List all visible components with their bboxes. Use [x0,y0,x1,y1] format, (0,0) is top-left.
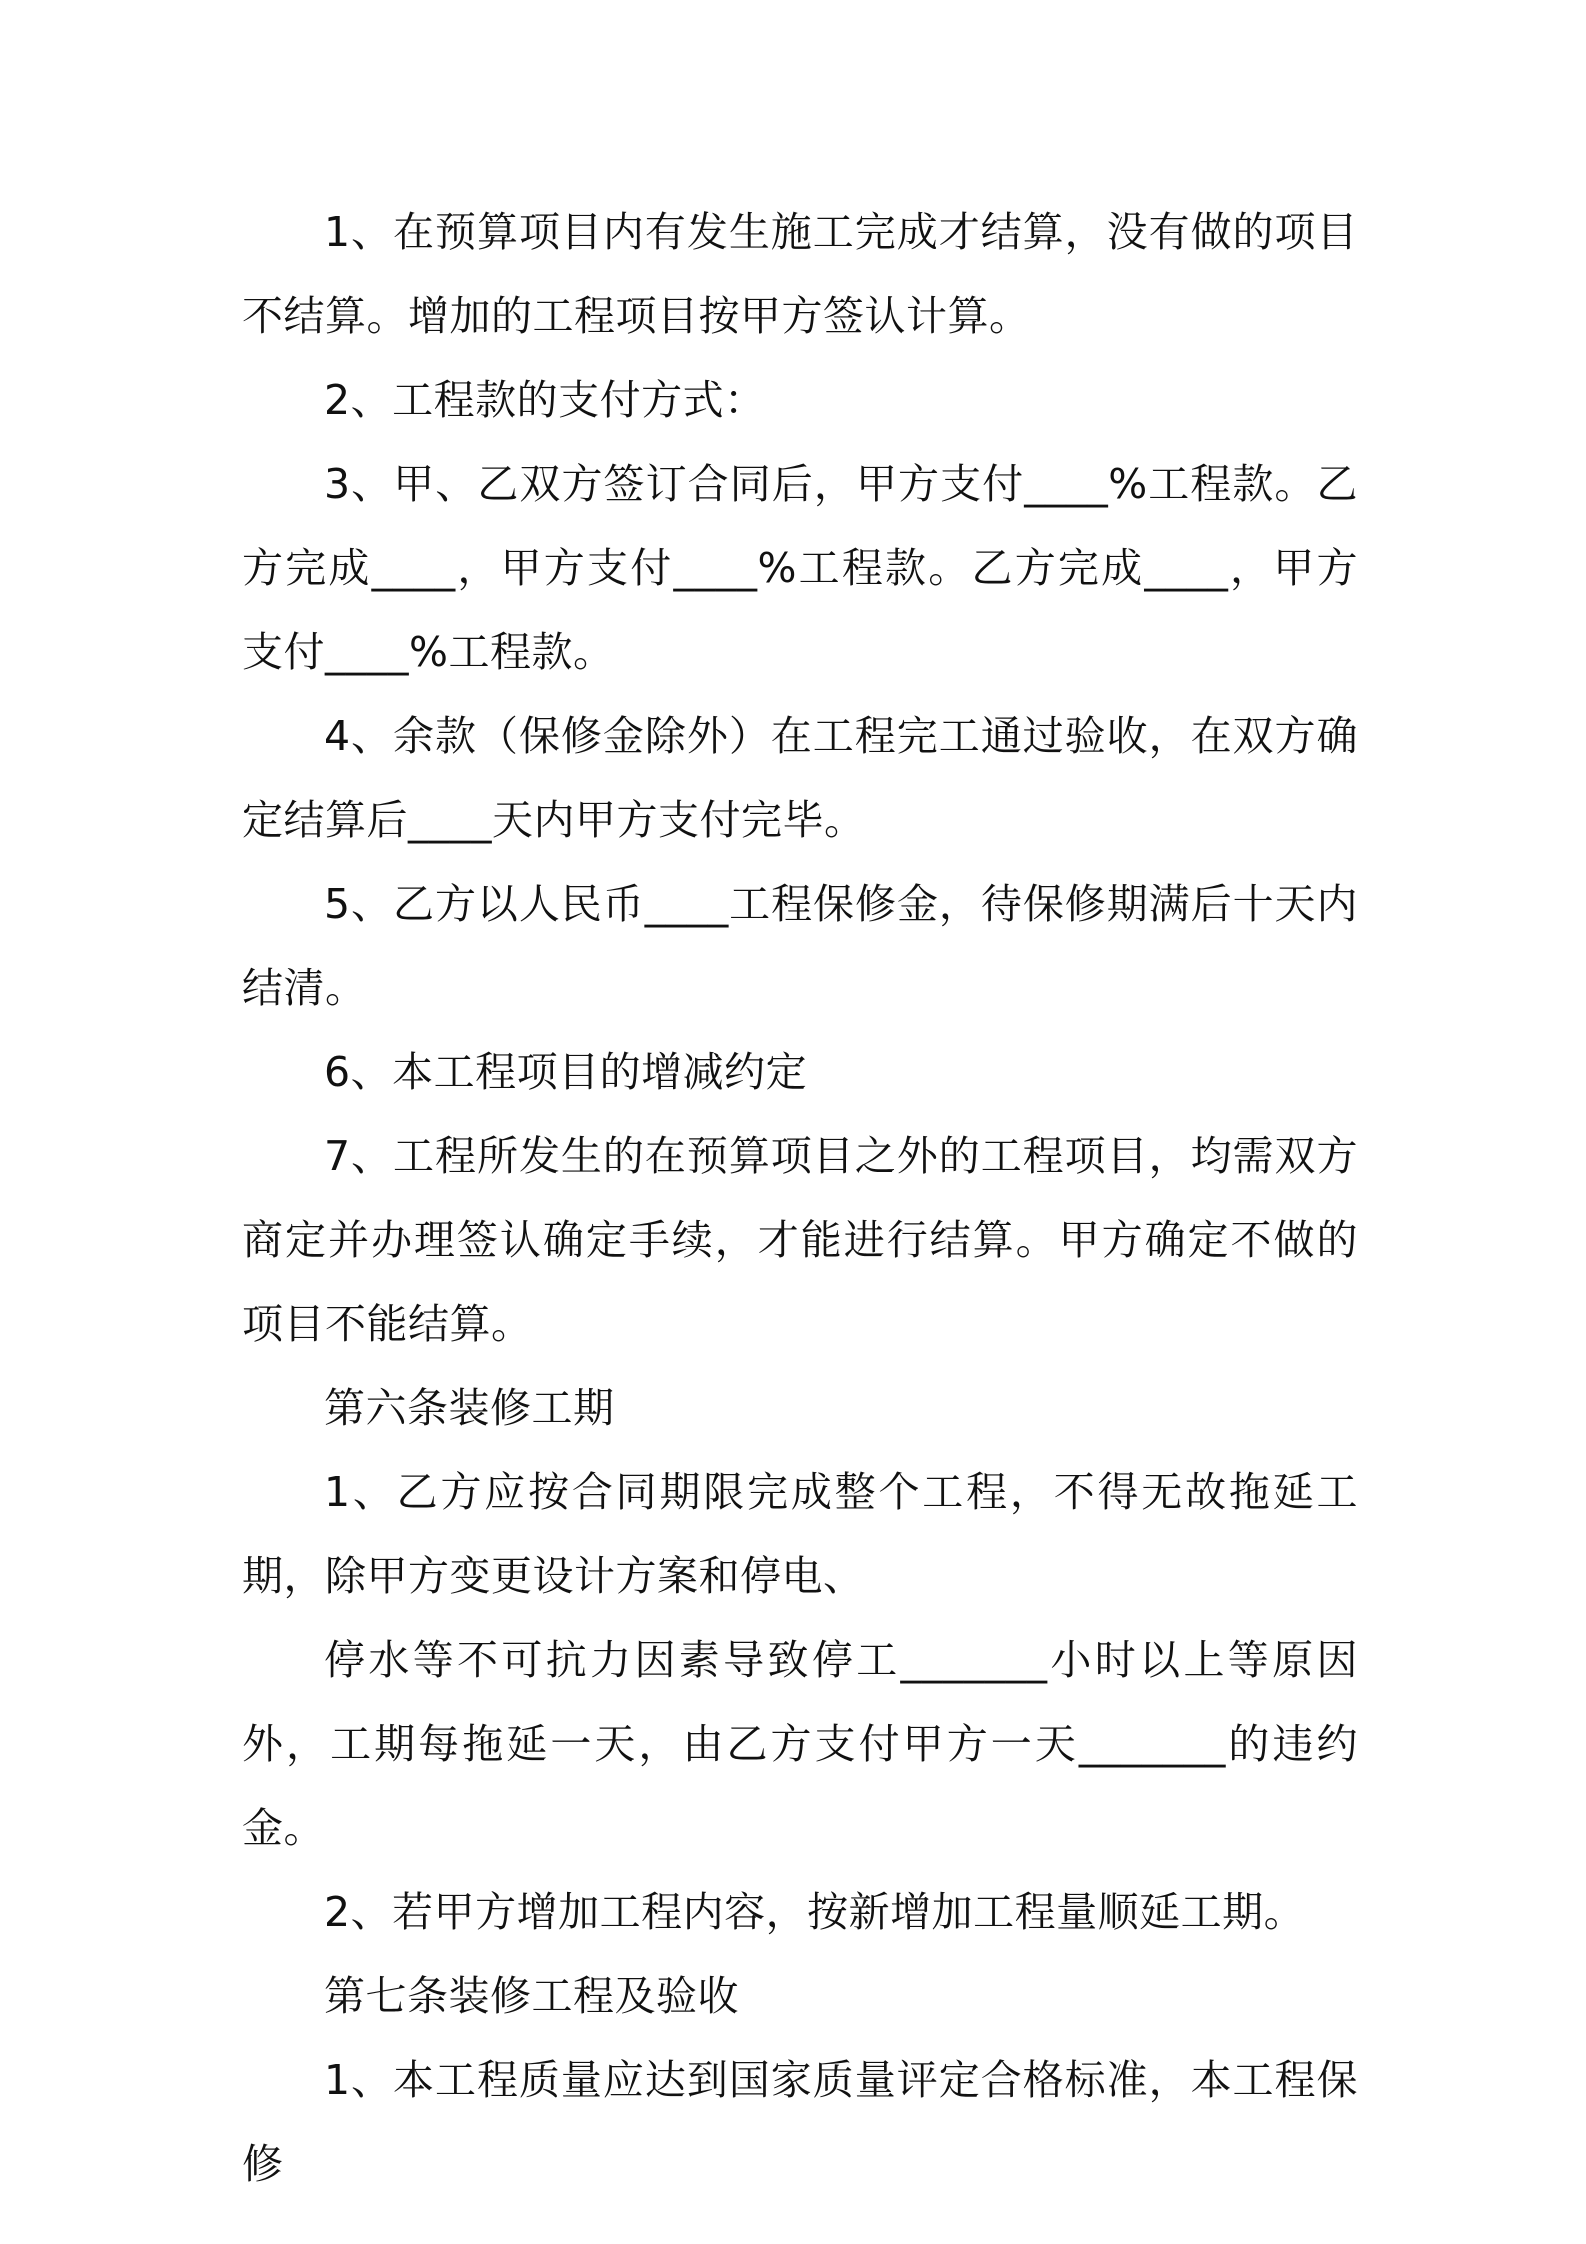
clause-payment-schedule: 3、甲、乙双方签订合同后，甲方支付____%工程款。乙方完成____，甲方支付____%工程款。乙方完成____，甲方支付____%工程款。 [242,460,1358,676]
article-seven-heading: 第七条装修工程及验收 [324,1972,739,2020]
clause-period-extension: 2、若甲方增加工程内容，按新增加工程量顺延工期。 [324,1888,1306,1936]
clause-construction-period: 1、乙方应按合同期限完成整个工程，不得无故拖延工期，除甲方变更设计方案和停电、 [242,1468,1358,1600]
clause-warranty-deposit: 5、乙方以人民币____工程保修金，待保修期满后十天内结清。 [242,880,1358,1012]
article-six-heading: 第六条装修工期 [324,1384,615,1432]
clause-extra-items: 7、工程所发生的在预算项目之外的工程项目，均需双方商定并办理签认确定手续，才能进行结算。甲方确定不做的项目不能结算。 [242,1132,1358,1348]
clause-project-changes: 6、本工程项目的增减约定 [324,1048,808,1096]
clause-balance-payment: 4、余款（保修金除外）在工程完工通过验收，在双方确定结算后____天内甲方支付完毕。 [242,712,1358,844]
clause-payment-method: 2、工程款的支付方式： [324,376,766,424]
clause-delay-penalty: 停水等不可抗力因素导致停工_______小时以上等原因外，工期每拖延一天，由乙方支付甲方一天_______的违约金。 [242,1636,1358,1852]
clause-quality-standard: 1、本工程质量应达到国家质量评定合格标准，本工程保修 [242,2056,1358,2188]
document-body [242,190,1358,2206]
clause-settlement-scope: 1、在预算项目内有发生施工完成才结算，没有做的项目不结算。增加的工程项目按甲方签认计算。 [242,208,1358,340]
